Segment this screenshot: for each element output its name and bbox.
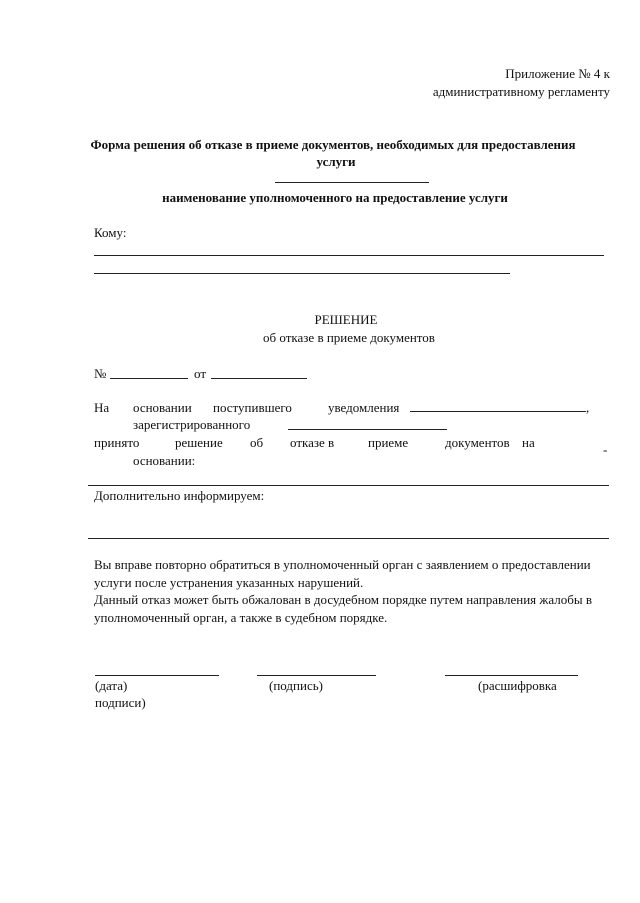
notice-line-4: уполномоченный орган, а также в судебном порядке. bbox=[94, 610, 388, 625]
notice-line-2: услуги после устранения указанных нарушений. bbox=[94, 575, 364, 590]
additional-info-line[interactable] bbox=[88, 538, 609, 539]
notice-line-1: Вы вправе повторно обратиться в уполномоченный орган с заявлением о предоставлении bbox=[94, 557, 591, 572]
basis-word-osnovanii: основании bbox=[133, 400, 192, 415]
date-caption: (дата) bbox=[95, 678, 128, 693]
basis-dash: - bbox=[603, 442, 608, 457]
notification-field[interactable] bbox=[410, 411, 586, 412]
basis-word-prieme: приеме bbox=[368, 435, 409, 450]
basis-word-na: На bbox=[94, 400, 110, 415]
decode-signature-line[interactable] bbox=[445, 675, 578, 676]
basis-word-postupivshego: поступившего bbox=[213, 400, 292, 415]
basis-word-prinyato: принято bbox=[94, 435, 140, 450]
basis-comma: , bbox=[586, 400, 590, 415]
recipient-line-1[interactable] bbox=[94, 255, 604, 256]
signature-line[interactable] bbox=[257, 675, 376, 676]
decode-caption-continued: подписи) bbox=[95, 695, 146, 710]
registration-field[interactable] bbox=[288, 429, 447, 430]
basis-word-zaregistrirovannogo: зарегистрированного bbox=[133, 417, 251, 432]
date-signature-line[interactable] bbox=[95, 675, 219, 676]
signature-caption: (подпись) bbox=[269, 678, 323, 693]
recipient-label: Кому: bbox=[94, 225, 127, 240]
basis-word-dokumentov: документов bbox=[445, 435, 510, 450]
decision-heading: РЕШЕНИЕ bbox=[314, 312, 378, 327]
number-label: № bbox=[94, 366, 107, 381]
form-title-line-1: Форма решения об отказе в приеме документов, необходимых для предоставления bbox=[90, 137, 576, 152]
basis-word-reshenie: решение bbox=[175, 435, 223, 450]
notice-line-3: Данный отказ может быть обжалован в досудебном порядке путем направления жалобы в bbox=[94, 592, 592, 607]
authority-name-line[interactable] bbox=[275, 182, 429, 183]
authority-caption: наименование уполномоченного на предоставление услуги bbox=[162, 190, 508, 205]
appendix-line-2: административному регламенту bbox=[432, 84, 610, 99]
basis-word-osnovanii-2: основании: bbox=[133, 453, 196, 468]
recipient-line-2[interactable] bbox=[94, 273, 510, 274]
basis-word-otkaze-v: отказе в bbox=[290, 435, 335, 450]
appendix-line-1: Приложение № 4 к bbox=[505, 66, 610, 81]
basis-word-na: на bbox=[522, 435, 535, 450]
additional-info-label: Дополнительно информируем: bbox=[94, 488, 265, 503]
number-field[interactable] bbox=[110, 378, 188, 379]
decode-caption: (расшифровка bbox=[478, 678, 557, 693]
basis-word-uvedomleniya: уведомления bbox=[328, 400, 400, 415]
decision-subheading: об отказе в приеме документов bbox=[263, 330, 435, 345]
basis-reason-line[interactable] bbox=[88, 485, 609, 486]
date-field[interactable] bbox=[211, 378, 307, 379]
date-label: от bbox=[194, 366, 207, 381]
form-title-line-2: услуги bbox=[316, 154, 356, 169]
basis-word-ob: об bbox=[250, 435, 264, 450]
